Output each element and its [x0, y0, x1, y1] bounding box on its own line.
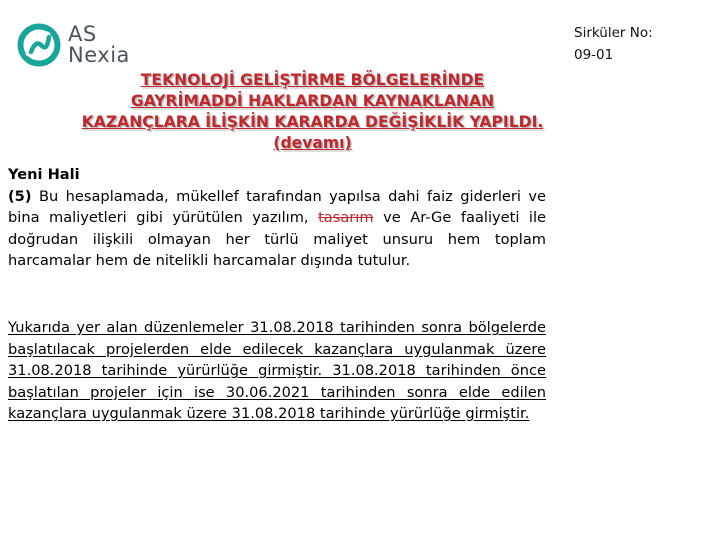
title-line-2: GAYRİMADDİ HAKLARDAN KAYNAKLANAN	[130, 92, 495, 110]
circular-label: Sirküler No:	[574, 25, 653, 41]
page-title	[20, 70, 605, 154]
circular-number: 09-01	[574, 47, 614, 63]
title-line-1: TEKNOLOJİ GELİŞTİRME BÖLGELERİNDE	[140, 71, 485, 89]
struck-word: tasarım	[318, 209, 374, 226]
circular-number-block	[574, 22, 653, 66]
paragraph-text-end: ve Ar-Ge faaliyeti ile doğrudan ilişkili olmayan her türlü maliyet unsuru hem toplam harcamalar hem de nitelikli harcamalar dışında tutulur.	[8, 209, 546, 269]
title-line-4: (devamı)	[273, 134, 352, 152]
section-paragraph	[8, 186, 546, 272]
paragraph-number: (5)	[8, 187, 32, 205]
logo-line-2: Nexia	[68, 43, 130, 67]
logo-wordmark	[68, 24, 130, 66]
paragraph-text-start: Bu hesaplamada, mükellef tarafından yapılsa dahi faiz giderleri ve bina maliyetleri gibi yürütülen yazılım,	[8, 187, 546, 226]
title-line-3: KAZANÇLARA İLİŞKİN KARARDA DEĞİŞİKLİK YAPILDI.	[81, 113, 544, 131]
new-version-section	[8, 164, 546, 272]
nexia-logo-icon	[16, 22, 62, 68]
section-heading: Yeni Hali	[8, 166, 80, 183]
effective-date-note: Yukarıda yer alan düzenlemeler 31.08.2018 tarihinden sonra bölgelerde başlatılacak projelerden elde edilecek kazançlara uygulanmak üzere 31.08.2018 tarihinde yürürlüğe girmiştir. 31.08.2018 tarihinden önce başlatılan projeler için ise 30.06.2021 tarihinden sonra elde edilen kazançlara uygulanmak üzere 31.08.2018 tarihinde yürürlüğe girmiştir.	[8, 319, 546, 422]
logo-line-1: AS	[68, 22, 97, 46]
company-logo	[16, 22, 130, 68]
